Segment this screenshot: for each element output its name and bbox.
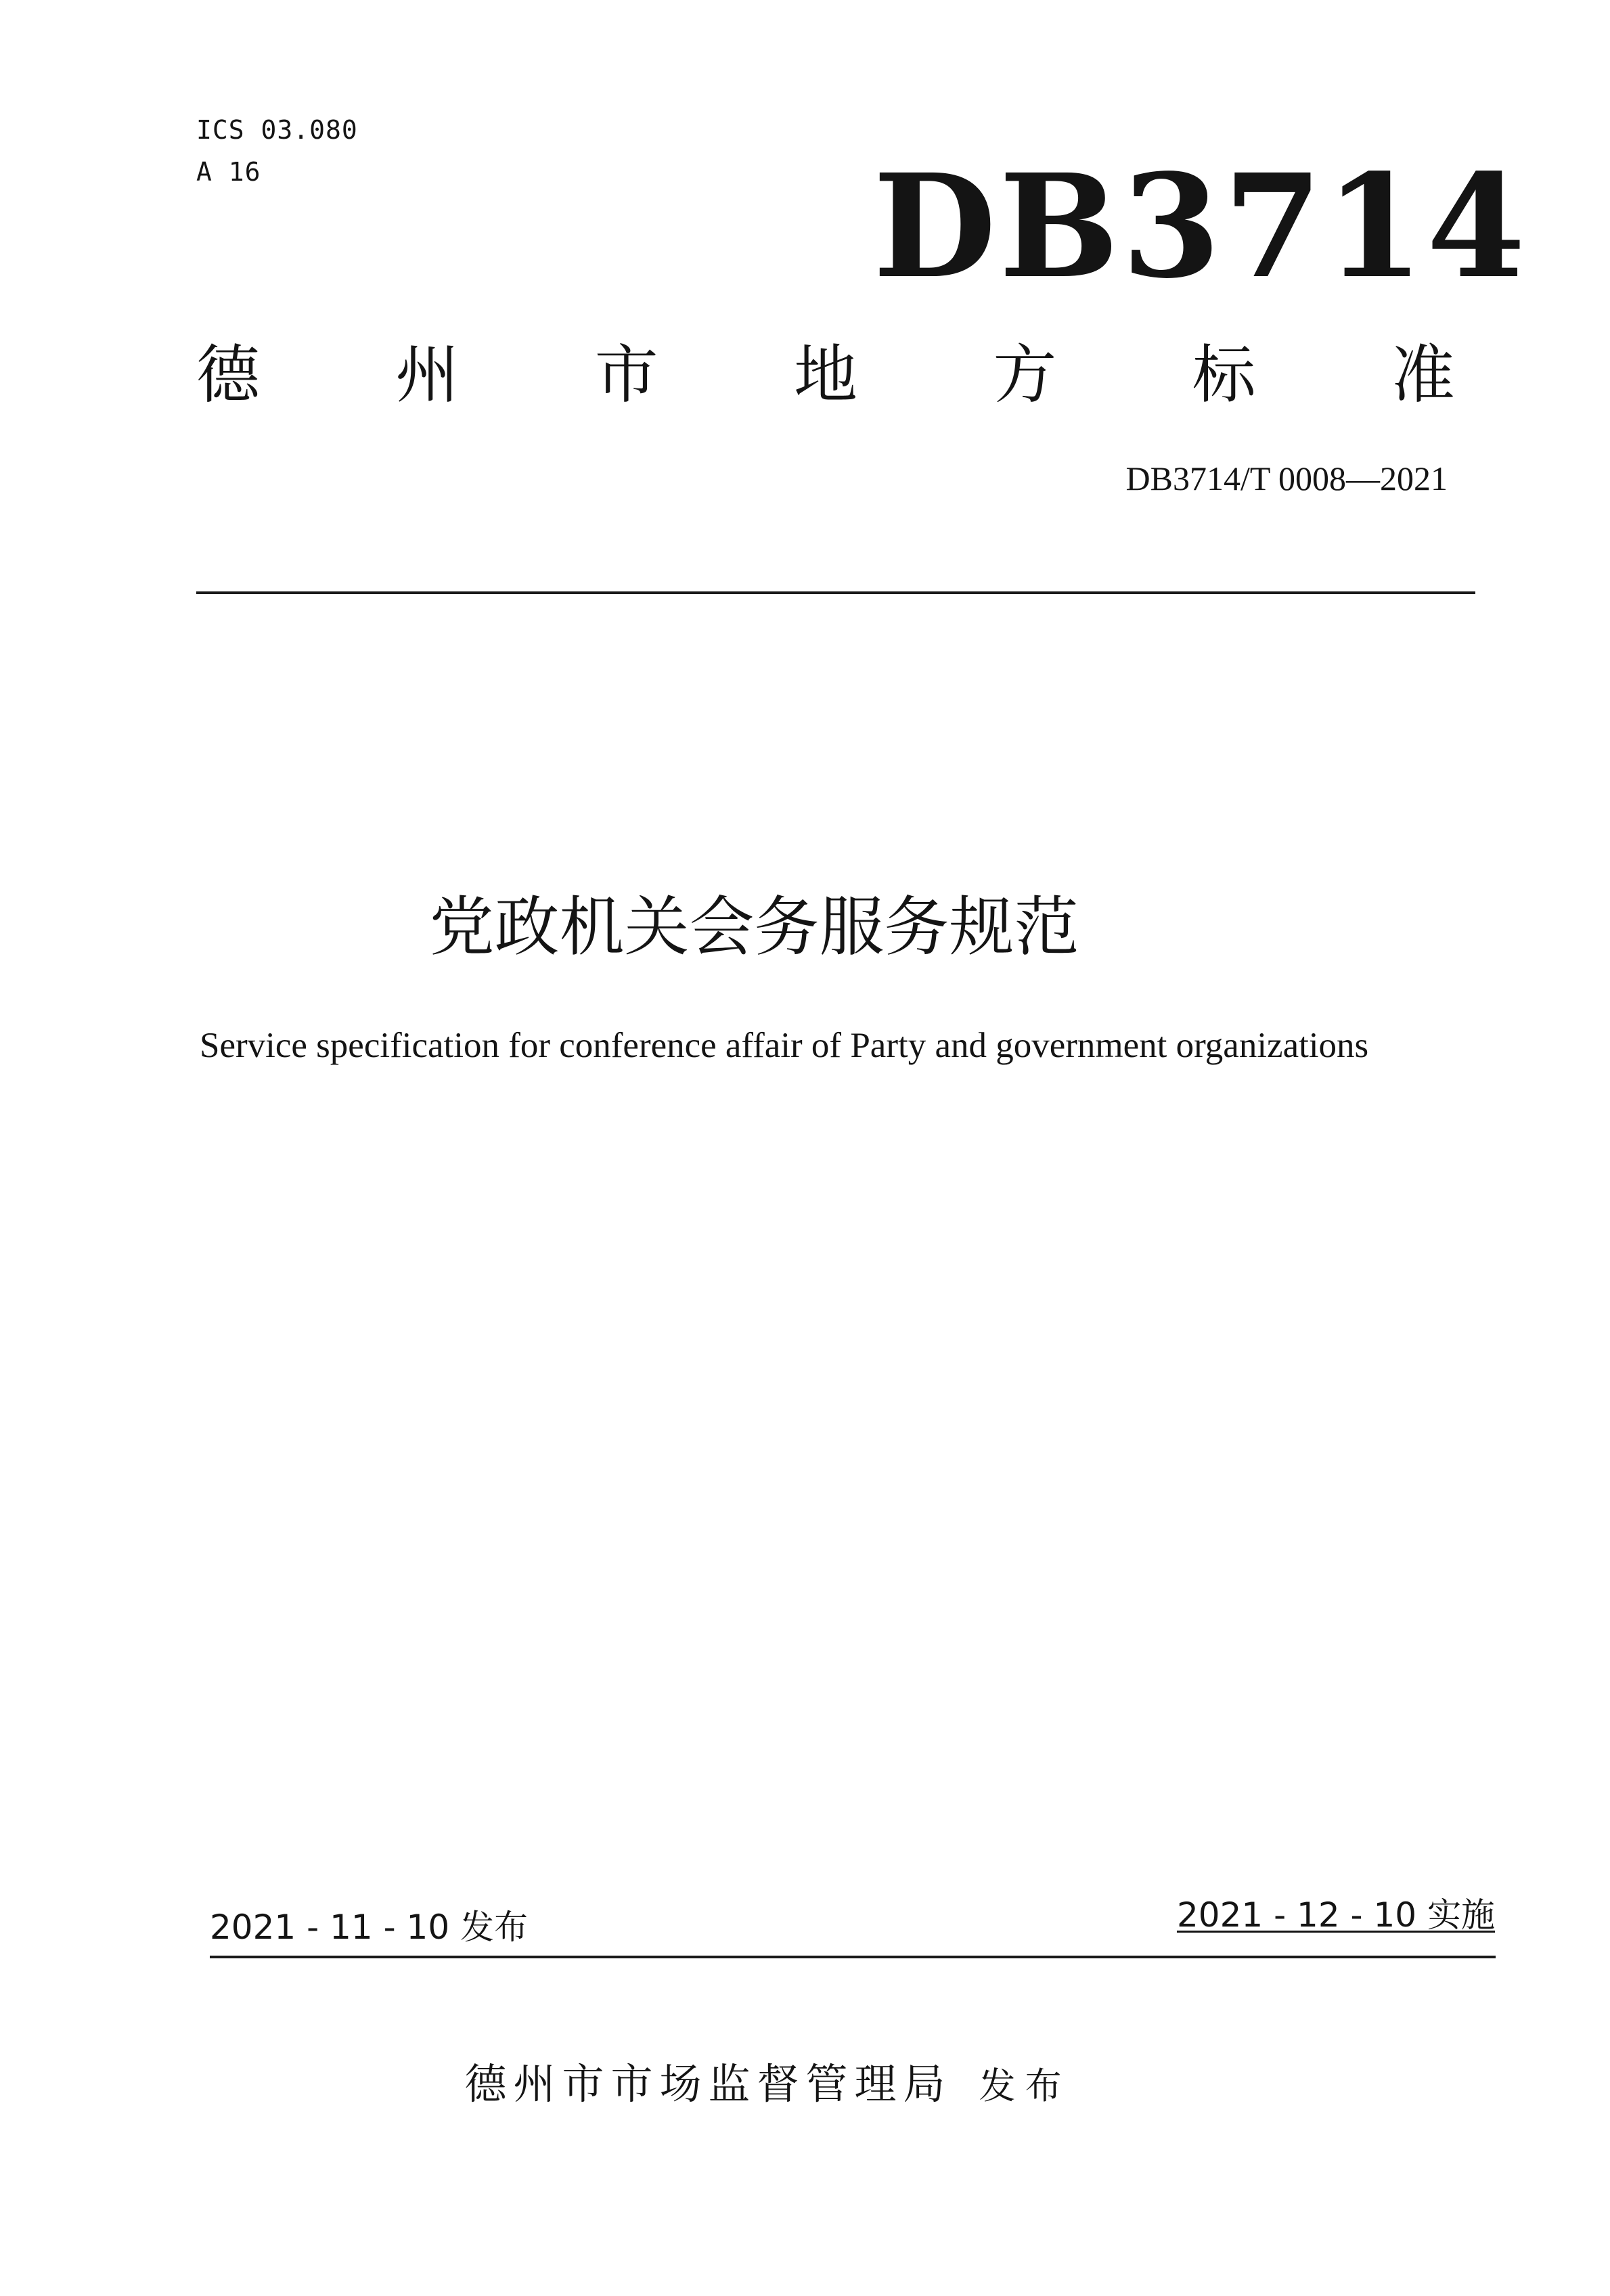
standard-type	[196, 338, 1455, 413]
title-english: Service specification for conference affair of Party and government organizations	[200, 1026, 1369, 1065]
publisher-line	[0, 2057, 1610, 2113]
implementation-date: 2021 - 12 - 10 实施	[1176, 1895, 1495, 1935]
standard-type-char: 方	[993, 338, 1057, 412]
standard-type-char: 准	[1391, 338, 1455, 412]
standard-number: DB3714/T 0008—2021	[1125, 459, 1448, 497]
title-chinese: 党政机关会务服务规范	[429, 889, 1079, 965]
standard-code: DB3714	[873, 143, 1529, 310]
standard-type-char: 德	[196, 338, 261, 412]
issue-date: 2021 - 11 - 10 发布	[210, 1908, 529, 1947]
publisher-action: 发布	[979, 2065, 1071, 2107]
classification-code: A 16	[196, 157, 261, 187]
bottom-divider	[210, 1956, 1496, 1958]
top-divider	[196, 591, 1475, 594]
standard-type-char: 州	[395, 338, 460, 412]
ics-code: ICS 03.080	[196, 115, 358, 145]
standard-type-char: 标	[1192, 338, 1256, 412]
standard-type-char: 地	[793, 338, 857, 412]
standard-type-char: 市	[594, 338, 658, 412]
publisher-name: 德州市市场监督管理局	[464, 2059, 952, 2109]
